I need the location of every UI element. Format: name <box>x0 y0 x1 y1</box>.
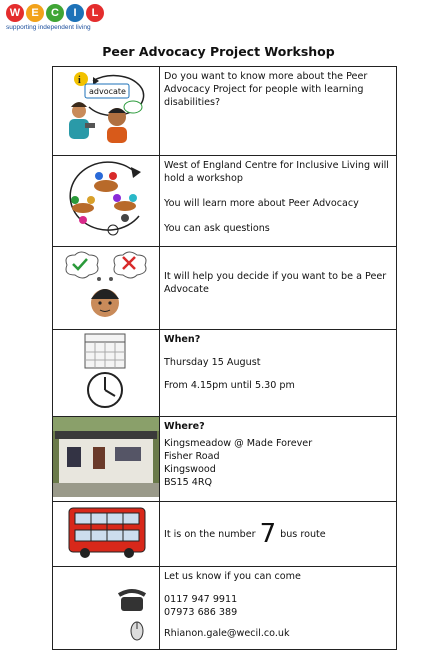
workshop-text: West of England Centre for Inclusive Living will hold a workshop <box>164 160 389 184</box>
where-cell <box>160 417 397 502</box>
table-row <box>53 567 397 650</box>
wecil-logo <box>6 4 126 48</box>
building-photo <box>53 417 160 502</box>
page-title: Peer Advocacy Project Workshop <box>102 44 335 59</box>
phone-2: 07973 686 389 <box>164 607 238 618</box>
intro-text: Do you want to know more about the Peer Advocacy Project for people with learning disabilities? <box>164 71 368 108</box>
table-row <box>53 417 397 502</box>
decide-icon <box>53 247 160 330</box>
logo-letter: C <box>46 4 64 22</box>
bus-suffix: bus route <box>280 528 326 540</box>
logo-tagline: supporting independent living <box>6 24 91 31</box>
logo-letter: E <box>26 4 44 22</box>
advocate-label: advocate <box>89 87 126 96</box>
info-table <box>52 66 397 650</box>
contact-heading: Let us know if you can come <box>164 571 301 582</box>
address-line-2: Fisher Road <box>164 451 220 462</box>
table-row <box>53 330 397 417</box>
workshop-group-icon <box>53 156 160 247</box>
decide-cell <box>160 247 397 330</box>
questions-text: You can ask questions <box>164 223 270 234</box>
table-row <box>53 247 397 330</box>
logo-letter: L <box>86 4 104 22</box>
intro-cell <box>160 67 397 156</box>
when-cell <box>160 330 397 417</box>
when-heading: When? <box>164 334 201 345</box>
bus-icon <box>53 502 160 567</box>
calendar-clock-icon <box>53 330 160 417</box>
table-row <box>53 502 397 567</box>
address-line-4: BS15 4RQ <box>164 477 213 488</box>
learn-text: You will learn more about Peer Advocacy <box>164 198 359 209</box>
svg-text:i: i <box>78 75 81 86</box>
address-line-1: Kingsmeadow @ Made Forever <box>164 438 313 449</box>
logo-letters <box>6 4 126 22</box>
phone-mouse-icon <box>53 567 160 650</box>
where-heading: Where? <box>164 421 205 432</box>
address-line-3: Kingswood <box>164 464 216 475</box>
logo-letter: W <box>6 4 24 22</box>
bus-number: 7 <box>259 518 277 549</box>
logo-letter: I <box>66 4 84 22</box>
table-row <box>53 67 397 156</box>
decide-text: It will help you decide if you want to be a Peer Advocate <box>164 271 387 295</box>
bus-cell <box>160 502 397 567</box>
time-text: From 4.15pm until 5.30 pm <box>164 380 295 391</box>
phone-1: 0117 947 9911 <box>164 594 238 605</box>
contact-cell <box>160 567 397 650</box>
table-row <box>53 156 397 247</box>
workshop-cell <box>160 156 397 247</box>
advocate-icon <box>53 67 160 156</box>
email-link[interactable]: Rhianon.gale@wecil.co.uk <box>164 628 290 639</box>
date-text: Thursday 15 August <box>164 357 261 368</box>
bus-prefix: It is on the number <box>164 528 256 540</box>
